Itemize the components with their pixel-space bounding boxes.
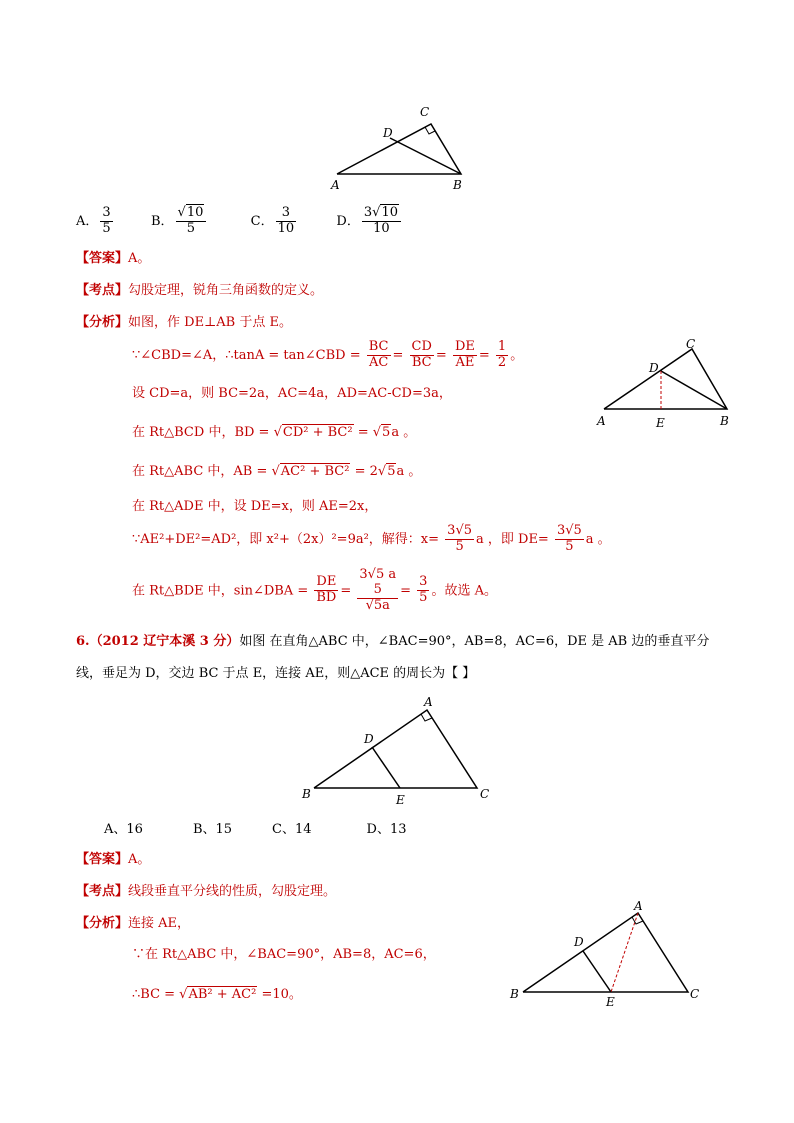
q5-line-7: 在 Rt△BDE 中，sin∠DBA = $\frac{DE}{BD}$ = 3√5 a 5 √5a = $\frac{3}{5}$ 。故选 A。	[132, 567, 497, 613]
q6-option-b: B、15	[192, 822, 233, 837]
option-a: A． $\frac{3}{5}$	[76, 205, 111, 236]
q6-option-a: A、16	[104, 822, 143, 837]
q5-options	[76, 206, 403, 237]
q6-stem-2: 线，垂足为 D，交边 BC 于点 E，连接 AE，则△ACE 的周长为【 】	[76, 666, 476, 681]
fig1-label-c: C	[420, 105, 430, 119]
q6-stem-1: 6.（2012 辽宁本溪 3 分）如图 在直角△ABC 中，∠BAC=90°，AB=8，AC=6，DE 是 AB 边的垂直平分	[76, 634, 710, 649]
q5-analysis-intro: 【分析】如图，作 DE⊥AB 于点 E。	[76, 315, 292, 330]
fig3-label-e: E	[396, 793, 405, 807]
q6-line-1: ∵在 Rt△ABC 中，∠BAC=90°，AB=8，AC=6，	[132, 947, 436, 962]
fig4-label-e: E	[606, 995, 615, 1009]
q5-point: 【考点】勾股定理，锐角三角函数的定义。	[76, 283, 324, 298]
fig2-label-e: E	[656, 416, 665, 430]
figure-triangle-4	[505, 894, 705, 1009]
figure-triangle-3	[300, 694, 500, 809]
q6-line-2: ∴BC = √AB² + AC² =10。	[132, 987, 302, 1002]
q6-answer: 【答案】A。	[76, 852, 151, 867]
fig3-label-c: C	[480, 787, 490, 801]
q5-line-4: 在 Rt△ABC 中，AB = √AC² + BC² = 2√5a 。	[132, 464, 422, 479]
fig1-label-b: B	[453, 178, 462, 192]
fig1-label-a: A	[331, 178, 340, 192]
q5-line-2: 设 CD=a，则 BC=2a，AC=4a，AD=AC-CD=3a，	[132, 386, 452, 401]
fig4-label-a: A	[634, 899, 643, 913]
q5-line-3: 在 Rt△BCD 中，BD = √CD² + BC² = √5a 。	[132, 425, 417, 440]
fig1-label-d: D	[383, 126, 393, 140]
fig2-label-b: B	[720, 414, 729, 428]
fig4-label-d: D	[574, 935, 584, 949]
q6-point: 【考点】线段垂直平分线的性质，勾股定理。	[76, 884, 337, 899]
figure-triangle-1	[325, 100, 475, 195]
fig3-label-a: A	[424, 695, 433, 709]
figure-triangle-2	[594, 334, 744, 434]
q6-analysis-intro: 【分析】连接 AE，	[76, 916, 191, 931]
q5-answer: 【答案】A。	[76, 251, 151, 266]
q5-line-5: 在 Rt△ADE 中，设 DE=x，则 AE=2x，	[132, 499, 378, 514]
fig2-label-d: D	[649, 361, 659, 375]
q6-option-c: C、14	[272, 822, 312, 837]
fig2-label-a: A	[597, 414, 606, 428]
fig4-label-c: C	[690, 987, 700, 1001]
option-d: D． $\frac{3√10}{10}$	[336, 214, 403, 229]
option-c: C． $\frac{3}{10}$	[250, 205, 295, 236]
fig3-label-b: B	[302, 787, 311, 801]
fig3-label-d: D	[364, 732, 374, 746]
fig2-label-c: C	[686, 337, 696, 351]
q6-options	[104, 820, 407, 840]
option-b: B． $\frac{√10}{5}$	[151, 214, 208, 229]
q6-option-d: D、13	[366, 822, 407, 837]
fig4-label-b: B	[510, 987, 519, 1001]
q5-line-6: ∵AE²+DE²=AD²，即 x²+（2x）²=9a²，解得：x= $\frac{3√5}{5}$ a ，即 DE= $\frac{3√5}{5}$ a 。	[132, 523, 611, 554]
q5-line-1: ∵∠CBD=∠A，∴tanA = tan∠CBD = $\frac{BC}{AC}$ = $\frac{CD}{BC}$ = $\frac{DE}{AE}$ = $\frac{1}{2}$ 。	[132, 339, 524, 370]
